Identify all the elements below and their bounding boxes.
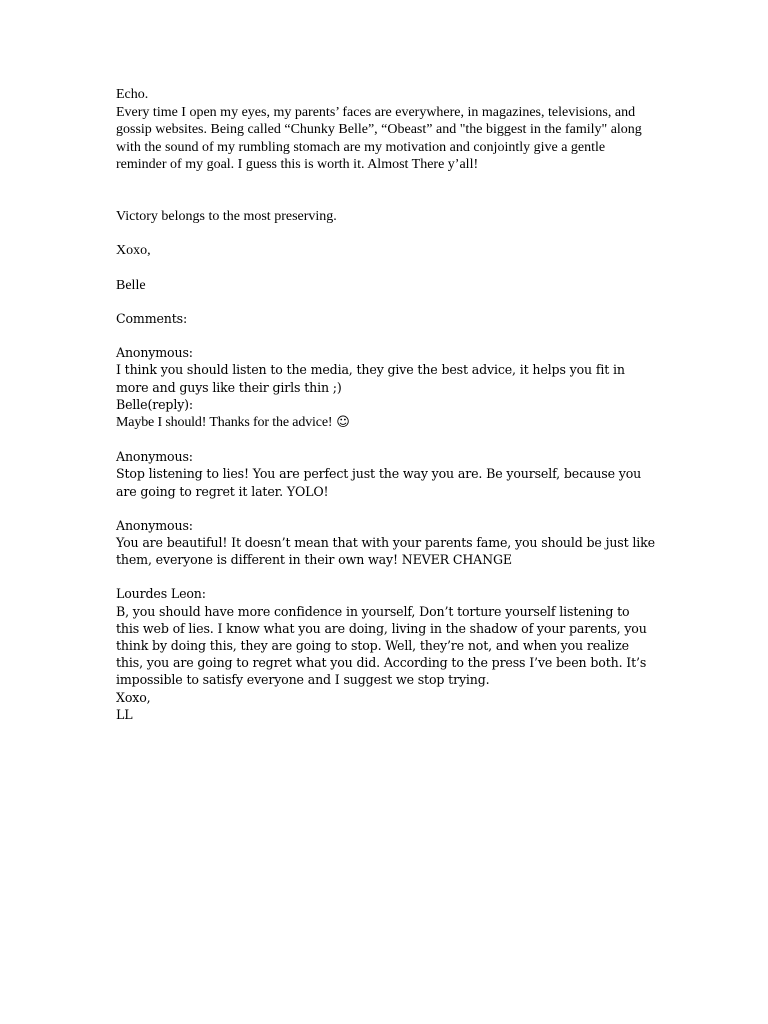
document-page	[116, 86, 656, 723]
comments-heading: Comments:	[116, 311, 188, 326]
comment-text: I think you should listen to the media, they give the best advice, it helps you fit in more and guys like their girls thin ;)	[116, 362, 625, 395]
reply-text-line	[116, 413, 656, 431]
post-author: Belle	[116, 277, 146, 293]
comment-author: Anonymous:	[116, 517, 193, 533]
post-body: Every time I open my eyes, my parents’ faces are everywhere, in magazines, televisions, and gossip websites. Being called “Chunky Belle”, “Obeast” and "the biggest in the family" along with the sound of my rumbling stomach are my motivation and conjointly give a gentle reminder of my goal. I guess this is worth it. Almost There y’all!	[116, 104, 642, 172]
comment-initials: LL	[116, 706, 133, 722]
comments-section	[116, 310, 656, 723]
comment-item	[116, 517, 656, 569]
comment-item	[116, 344, 656, 431]
comment-author: Lourdes Leon:	[116, 586, 206, 602]
comment-item	[116, 585, 656, 723]
reply-text: Maybe I should! Thanks for the advice!	[116, 415, 333, 431]
spacer	[116, 225, 656, 242]
spacer	[116, 174, 656, 208]
comment-signoff: Xoxo,	[116, 689, 151, 705]
post-title: Echo.	[116, 87, 149, 102]
reply-author: Belle(reply):	[116, 396, 194, 412]
blog-post	[116, 86, 656, 294]
comment-text: B, you should have more confidence in yourself, Don’t torture yourself listening to this web of lies. I know what you are doing, living in the shadow of your parents, you think by doing this, they are going to stop. Well, they’re not, and when you realize this, you are going to regret what you did. According to the press I’ve been both. It’s impossible to satisfy everyone and I suggest we stop trying.	[116, 603, 647, 688]
spacer	[116, 260, 656, 277]
smiley-icon: ☺	[336, 415, 350, 431]
comment-author: Anonymous:	[116, 345, 193, 361]
comment-text: You are beautiful! It doesn’t mean that with your parents fame, you should be just like them, everyone is different in their own way! NEVER CHANGE	[116, 535, 655, 568]
comment-text: Stop listening to lies! You are perfect just the way you are. Be yourself, because you are going to regret it later. YOLO!	[116, 466, 642, 499]
comment-item	[116, 448, 656, 500]
post-signoff: Xoxo,	[116, 243, 151, 258]
comment-author: Anonymous:	[116, 449, 193, 465]
post-motto: Victory belongs to the most preserving.	[116, 208, 337, 224]
